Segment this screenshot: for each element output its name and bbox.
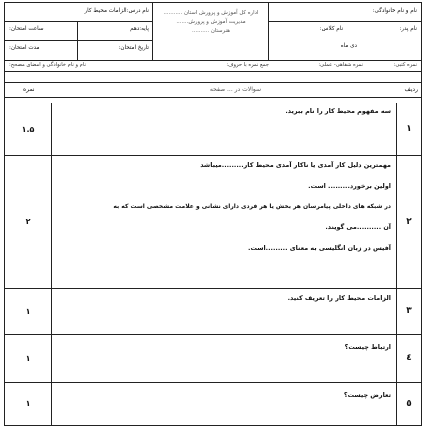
questions-column-header: سوالات در ... صفحه [209, 86, 261, 93]
exam-sheet [4, 2, 422, 426]
question-number: ٥ [396, 382, 421, 425]
question-row [5, 334, 421, 383]
question-line: آفیس در زبان انگلیسی به معنای .........است. [248, 244, 391, 252]
question-line: سه مفهوم محیط کار را نام ببرید. [285, 107, 391, 115]
question-row [5, 103, 421, 156]
student-info-block [268, 3, 421, 60]
question-row [5, 382, 421, 425]
office-line-1: اداره کل آموزش و پرورش استان ........... [163, 10, 259, 16]
question-line: تعارض چیست؟ [343, 391, 391, 399]
question-number: ۲ [396, 155, 421, 288]
question-line: الزامات محیط کار را تعریف کنید. [287, 294, 391, 302]
exam-duration-label: مدت امتحان: [9, 45, 40, 51]
question-line: آن ..........می گویند. [325, 223, 391, 231]
exam-date-label: تاریخ امتحان: [118, 45, 149, 51]
office-info-block [152, 3, 269, 60]
question-number: ٤ [396, 334, 421, 382]
question-score: ۱ [25, 306, 31, 316]
score-column-header: نمره [23, 86, 35, 93]
student-name-label: نام و نام خانوادگی: [372, 8, 417, 14]
exam-info-block [5, 3, 153, 60]
exam-time-label: ساعت امتحان: [9, 26, 44, 32]
question-line: مهمترین دلیل کار آمدی یا ناکار آمدی محیط کار.........میباشد [200, 161, 391, 169]
question-score: ۱ [25, 353, 31, 363]
course-label: نام درس:الزامات محیط کار [84, 8, 149, 14]
question-text [51, 288, 397, 334]
grading-strip [5, 60, 421, 72]
oral-grade-label: نمره شفاهی- عملی: [318, 62, 363, 68]
question-row [5, 155, 421, 289]
question-line: ارتباط چیست؟ [344, 343, 391, 351]
question-text [51, 103, 397, 155]
question-text [51, 155, 397, 288]
examiner-label: نام و نام خانوادگی و امضای مصحح: [9, 62, 86, 68]
month-label: دی ماه [340, 43, 357, 49]
questions-table-header [5, 82, 421, 98]
question-number: ۱ [396, 103, 421, 155]
father-name-label: نام پدر: [399, 26, 417, 32]
office-line-2: مدیریت آموزش و پرورش....... [176, 19, 246, 25]
written-grade-label: نمره کتبی: [393, 62, 417, 68]
question-score: ۲ [25, 217, 31, 226]
question-number: ۳ [396, 288, 421, 334]
question-line: در شبکه های داخلی پیامرسان هر بخش یا هر فردی دارای نشانی و علامت مشخصی است که به [113, 203, 391, 210]
question-score: ۱ [25, 399, 31, 408]
question-row [5, 288, 421, 335]
question-text [51, 334, 397, 382]
grade-label: پایه:دهم [130, 26, 149, 32]
exam-header [5, 3, 421, 61]
question-text [51, 382, 397, 425]
question-score: ۱.۵ [21, 124, 35, 134]
office-line-3: هنرستان .......... [191, 28, 231, 34]
question-line: اولین برخورد......... است. [308, 182, 391, 190]
class-name-label: نام کلاس: [319, 26, 343, 32]
total-grade-words-label: جمع نمره با حروف: [226, 62, 269, 68]
row-column-header: ردیف [404, 86, 418, 93]
